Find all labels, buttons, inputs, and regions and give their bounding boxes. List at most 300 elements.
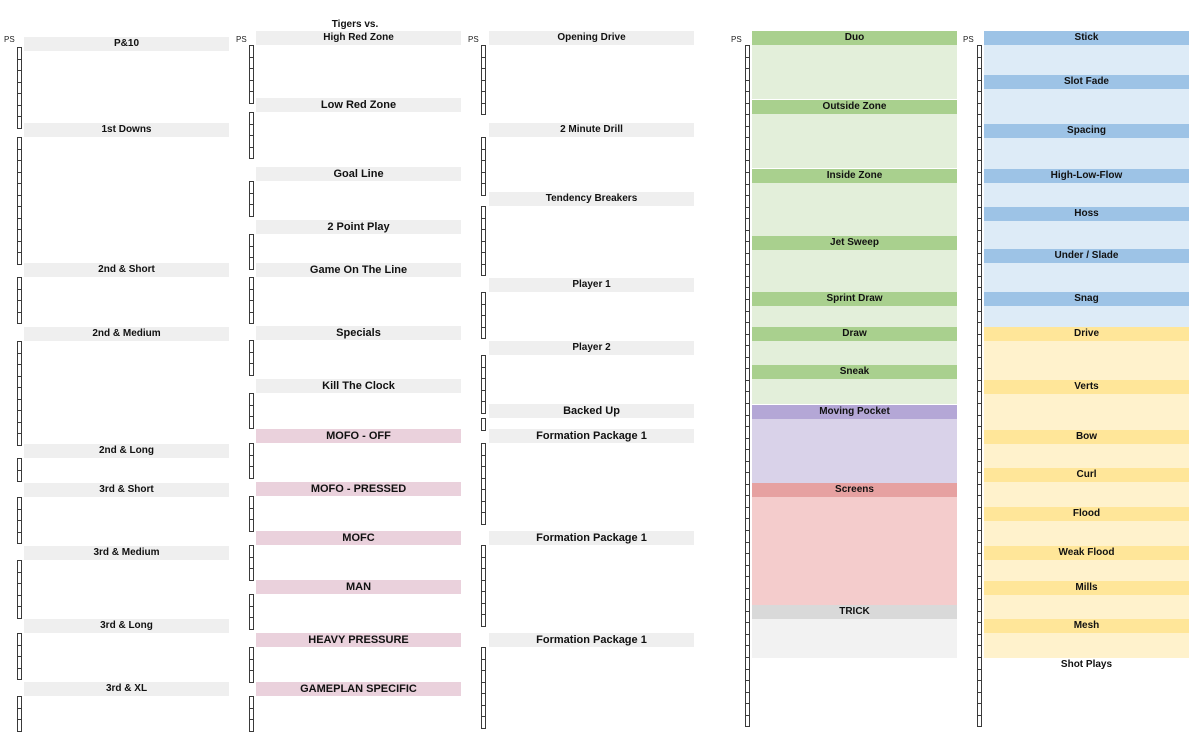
ps-box[interactable]: [978, 288, 981, 300]
ps-box[interactable]: [250, 313, 253, 325]
ps-box[interactable]: [746, 693, 749, 705]
ps-box[interactable]: [482, 58, 485, 70]
ps-label: PS: [468, 35, 479, 44]
ps-box[interactable]: [746, 462, 749, 474]
section-body: [984, 221, 1189, 249]
ps-box[interactable]: [746, 589, 749, 601]
section-header: GAMEPLAN SPECIFIC: [256, 682, 461, 696]
ps-box[interactable]: [978, 381, 981, 393]
ps-box[interactable]: [978, 242, 981, 254]
ps-box[interactable]: [482, 671, 485, 683]
ps-box[interactable]: [978, 496, 981, 508]
ps-box[interactable]: [746, 670, 749, 682]
ps-box[interactable]: [978, 519, 981, 531]
ps-box[interactable]: [746, 439, 749, 451]
ps-box[interactable]: [746, 600, 749, 612]
ps-box[interactable]: [250, 290, 253, 302]
ps-box[interactable]: [482, 546, 485, 558]
ps-box[interactable]: [978, 693, 981, 705]
ps-box[interactable]: [482, 648, 485, 660]
ps-box[interactable]: [978, 681, 981, 693]
ps-box[interactable]: [978, 646, 981, 658]
ps-box[interactable]: [746, 335, 749, 347]
ps-box[interactable]: [18, 533, 21, 545]
ps-box[interactable]: [482, 356, 485, 368]
ps-box[interactable]: [18, 471, 21, 483]
ps-box[interactable]: [482, 479, 485, 491]
ps-box[interactable]: [250, 194, 253, 206]
ps-box[interactable]: [746, 115, 749, 127]
ps-box[interactable]: [250, 125, 253, 137]
ps-box[interactable]: [482, 316, 485, 328]
ps-box[interactable]: [978, 104, 981, 116]
ps-box[interactable]: [746, 150, 749, 162]
ps-box[interactable]: [250, 456, 253, 468]
ps-box[interactable]: [482, 592, 485, 604]
ps-box[interactable]: [746, 81, 749, 93]
ps-box-strip: [481, 292, 486, 339]
ps-box[interactable]: [250, 546, 253, 558]
ps-box[interactable]: [746, 392, 749, 404]
ps-box[interactable]: [482, 184, 485, 196]
ps-box[interactable]: [18, 400, 21, 412]
ps-box[interactable]: [978, 312, 981, 324]
ps-box[interactable]: [746, 623, 749, 635]
ps-box[interactable]: [978, 196, 981, 208]
ps-box[interactable]: [250, 607, 253, 619]
ps-box[interactable]: [978, 138, 981, 150]
ps-box[interactable]: [978, 127, 981, 139]
ps-box[interactable]: [978, 185, 981, 197]
section-header: 3rd & Short: [24, 483, 229, 497]
ps-box-strip: [249, 443, 254, 479]
section-header: 2nd & Long: [24, 444, 229, 458]
ps-box[interactable]: [250, 92, 253, 104]
ps-box[interactable]: [18, 561, 21, 573]
ps-box[interactable]: [978, 69, 981, 81]
ps-box-strip: [17, 341, 22, 446]
ps-box[interactable]: [482, 230, 485, 242]
ps-box-strip: [481, 647, 486, 729]
section-header: Bow: [984, 430, 1189, 444]
ps-box[interactable]: [978, 704, 981, 716]
ps-box[interactable]: [978, 323, 981, 335]
ps-box[interactable]: [482, 368, 485, 380]
ps-box[interactable]: [250, 618, 253, 630]
ps-box[interactable]: [18, 242, 21, 254]
ps-box[interactable]: [18, 94, 21, 106]
section-body: [752, 341, 957, 365]
ps-box[interactable]: [978, 416, 981, 428]
ps-box[interactable]: [978, 612, 981, 624]
ps-box[interactable]: [18, 709, 21, 721]
section-header: Kill The Clock: [256, 379, 461, 393]
ps-box[interactable]: [746, 658, 749, 670]
ps-box[interactable]: [978, 670, 981, 682]
ps-box-strip: [481, 545, 486, 627]
section-header: Goal Line: [256, 167, 461, 181]
ps-box[interactable]: [18, 697, 21, 709]
section-header: Curl: [984, 468, 1189, 482]
ps-box[interactable]: [746, 496, 749, 508]
ps-box[interactable]: [250, 467, 253, 479]
ps-box[interactable]: [18, 83, 21, 95]
ps-box[interactable]: [746, 138, 749, 150]
ps-box[interactable]: [18, 510, 21, 522]
ps-box[interactable]: [482, 604, 485, 616]
ps-box[interactable]: [18, 290, 21, 302]
ps-box[interactable]: [250, 341, 253, 353]
ps-box[interactable]: [18, 161, 21, 173]
ps-box[interactable]: [482, 293, 485, 305]
ps-box[interactable]: [482, 92, 485, 104]
ps-box[interactable]: [250, 69, 253, 81]
section-header: MOFO - OFF: [256, 429, 461, 443]
ps-box[interactable]: [250, 671, 253, 683]
ps-box[interactable]: [746, 519, 749, 531]
ps-box[interactable]: [18, 207, 21, 219]
ps-box[interactable]: [746, 196, 749, 208]
ps-box[interactable]: [482, 706, 485, 718]
ps-label: PS: [236, 35, 247, 44]
ps-box[interactable]: [18, 48, 21, 60]
ps-box[interactable]: [482, 104, 485, 116]
ps-box[interactable]: [18, 607, 21, 619]
ps-box[interactable]: [250, 520, 253, 532]
ps-box[interactable]: [250, 720, 253, 732]
ps-box[interactable]: [746, 716, 749, 728]
ps-box[interactable]: [250, 136, 253, 148]
ps-box[interactable]: [978, 404, 981, 416]
ps-box[interactable]: [18, 278, 21, 290]
ps-box[interactable]: [746, 404, 749, 416]
ps-box[interactable]: [978, 208, 981, 220]
ps-box[interactable]: [18, 71, 21, 83]
ps-box[interactable]: [746, 416, 749, 428]
ps-box[interactable]: [978, 231, 981, 243]
ps-box[interactable]: [978, 300, 981, 312]
ps-box[interactable]: [250, 113, 253, 125]
ps-box[interactable]: [978, 589, 981, 601]
ps-box[interactable]: [18, 459, 21, 471]
ps-box[interactable]: [978, 508, 981, 520]
ps-box[interactable]: [18, 184, 21, 196]
ps-box[interactable]: [18, 634, 21, 646]
ps-box[interactable]: [746, 635, 749, 647]
ps-box[interactable]: [18, 230, 21, 242]
ps-box[interactable]: [482, 694, 485, 706]
ps-box[interactable]: [746, 612, 749, 624]
ps-box[interactable]: [250, 148, 253, 160]
ps-box[interactable]: [746, 219, 749, 231]
ps-box[interactable]: [250, 182, 253, 194]
ps-box[interactable]: [482, 502, 485, 514]
ps-box[interactable]: [250, 569, 253, 581]
ps-box[interactable]: [746, 161, 749, 173]
ps-box[interactable]: [746, 288, 749, 300]
ps-box[interactable]: [978, 92, 981, 104]
ps-box[interactable]: [250, 709, 253, 721]
ps-box[interactable]: [978, 81, 981, 93]
ps-box[interactable]: [18, 219, 21, 231]
section-header: 3rd & Long: [24, 619, 229, 633]
ps-box[interactable]: [978, 150, 981, 162]
ps-box[interactable]: [250, 660, 253, 672]
ps-box[interactable]: [250, 81, 253, 93]
ps-box[interactable]: [746, 277, 749, 289]
ps-box[interactable]: [746, 265, 749, 277]
ps-box-strip: [249, 594, 254, 630]
ps-box[interactable]: [746, 92, 749, 104]
ps-box-strip: [17, 633, 22, 680]
ps-box[interactable]: [482, 456, 485, 468]
ps-box[interactable]: [18, 196, 21, 208]
ps-box[interactable]: [18, 411, 21, 423]
ps-box[interactable]: [250, 417, 253, 429]
ps-box[interactable]: [250, 497, 253, 509]
ps-box[interactable]: [978, 46, 981, 58]
ps-box[interactable]: [482, 558, 485, 570]
ps-box[interactable]: [18, 253, 21, 265]
section-body: [984, 482, 1189, 507]
ps-box[interactable]: [482, 717, 485, 729]
ps-box[interactable]: [978, 450, 981, 462]
ps-box[interactable]: [482, 490, 485, 502]
ps-box[interactable]: [978, 716, 981, 728]
ps-box[interactable]: [18, 342, 21, 354]
ps-box[interactable]: [746, 208, 749, 220]
ps-box[interactable]: [18, 573, 21, 585]
ps-box-strip: [249, 340, 254, 376]
ps-box[interactable]: [482, 569, 485, 581]
ps-box[interactable]: [18, 173, 21, 185]
ps-box[interactable]: [978, 554, 981, 566]
ps-box[interactable]: [250, 697, 253, 709]
section-body: [984, 633, 1189, 658]
ps-box[interactable]: [978, 219, 981, 231]
ps-box[interactable]: [746, 508, 749, 520]
ps-box[interactable]: [978, 462, 981, 474]
ps-box[interactable]: [746, 58, 749, 70]
ps-box[interactable]: [746, 577, 749, 589]
ps-box[interactable]: [482, 69, 485, 81]
ps-box[interactable]: [482, 615, 485, 627]
ps-box-strip: [17, 560, 22, 619]
ps-box[interactable]: [482, 173, 485, 185]
ps-box[interactable]: [978, 173, 981, 185]
ps-box[interactable]: [746, 554, 749, 566]
ps-box[interactable]: [18, 669, 21, 681]
ps-box[interactable]: [18, 106, 21, 118]
ps-box[interactable]: [482, 207, 485, 219]
ps-box[interactable]: [250, 364, 253, 376]
ps-box[interactable]: [746, 242, 749, 254]
ps-box[interactable]: [250, 509, 253, 521]
ps-box[interactable]: [746, 323, 749, 335]
ps-box[interactable]: [18, 388, 21, 400]
ps-box[interactable]: [482, 660, 485, 672]
ps-box[interactable]: [18, 313, 21, 325]
ps-box[interactable]: [482, 419, 485, 431]
ps-box[interactable]: [482, 513, 485, 525]
ps-box[interactable]: [978, 369, 981, 381]
ps-box[interactable]: [978, 58, 981, 70]
ps-box-strip: [481, 418, 486, 431]
ps-box[interactable]: [978, 346, 981, 358]
ps-box[interactable]: [978, 439, 981, 451]
ps-box[interactable]: [18, 423, 21, 435]
ps-box[interactable]: [250, 247, 253, 259]
ps-box[interactable]: [746, 300, 749, 312]
ps-box[interactable]: [746, 485, 749, 497]
ps-box[interactable]: [746, 681, 749, 693]
ps-box-strip: [745, 45, 750, 727]
ps-box[interactable]: [250, 258, 253, 270]
ps-box[interactable]: [482, 219, 485, 231]
ps-box[interactable]: [18, 60, 21, 72]
section-body: [984, 595, 1189, 619]
ps-box[interactable]: [978, 485, 981, 497]
ps-box[interactable]: [18, 657, 21, 669]
ps-box[interactable]: [18, 365, 21, 377]
ps-box[interactable]: [978, 531, 981, 543]
ps-box[interactable]: [978, 265, 981, 277]
ps-box[interactable]: [978, 254, 981, 266]
ps-box[interactable]: [250, 205, 253, 217]
ps-box[interactable]: [746, 473, 749, 485]
ps-box[interactable]: [250, 394, 253, 406]
ps-box[interactable]: [978, 392, 981, 404]
ps-box[interactable]: [746, 69, 749, 81]
ps-box[interactable]: [482, 444, 485, 456]
ps-box[interactable]: [18, 138, 21, 150]
ps-box[interactable]: [482, 328, 485, 340]
ps-box[interactable]: [746, 704, 749, 716]
ps-box[interactable]: [482, 242, 485, 254]
ps-box[interactable]: [18, 301, 21, 313]
section-body: [984, 306, 1189, 327]
section-header: 2nd & Short: [24, 263, 229, 277]
ps-box[interactable]: [978, 623, 981, 635]
ps-box[interactable]: [482, 391, 485, 403]
ps-box[interactable]: [250, 278, 253, 290]
ps-box[interactable]: [482, 581, 485, 593]
ps-box[interactable]: [250, 406, 253, 418]
ps-box[interactable]: [18, 498, 21, 510]
ps-box[interactable]: [250, 648, 253, 660]
ps-box[interactable]: [250, 235, 253, 247]
section-body: [752, 379, 957, 404]
ps-box[interactable]: [250, 46, 253, 58]
ps-box[interactable]: [250, 58, 253, 70]
ps-box[interactable]: [18, 150, 21, 162]
section-header: 3rd & Medium: [24, 546, 229, 560]
ps-box[interactable]: [250, 301, 253, 313]
ps-box[interactable]: [746, 231, 749, 243]
section-body: [984, 521, 1189, 546]
ps-box-strip: [481, 206, 486, 276]
ps-box[interactable]: [978, 577, 981, 589]
ps-box[interactable]: [250, 595, 253, 607]
ps-box[interactable]: [250, 444, 253, 456]
ps-box[interactable]: [746, 450, 749, 462]
ps-box[interactable]: [482, 402, 485, 414]
ps-box[interactable]: [978, 115, 981, 127]
ps-box[interactable]: [482, 683, 485, 695]
section-header: Low Red Zone: [256, 98, 461, 112]
ps-box[interactable]: [978, 635, 981, 647]
ps-box[interactable]: [978, 277, 981, 289]
section-header: Outside Zone: [752, 100, 957, 114]
ps-box[interactable]: [746, 312, 749, 324]
ps-box[interactable]: [746, 358, 749, 370]
ps-box[interactable]: [746, 543, 749, 555]
ps-box[interactable]: [482, 150, 485, 162]
ps-box[interactable]: [250, 353, 253, 365]
ps-box[interactable]: [746, 381, 749, 393]
ps-box[interactable]: [482, 265, 485, 277]
ps-box[interactable]: [978, 161, 981, 173]
ps-box[interactable]: [746, 646, 749, 658]
section-header: High-Low-Flow: [984, 169, 1189, 183]
ps-box[interactable]: [746, 427, 749, 439]
ps-box-strip: [17, 696, 22, 732]
ps-box[interactable]: [978, 658, 981, 670]
ps-box[interactable]: [746, 346, 749, 358]
ps-box[interactable]: [978, 335, 981, 347]
ps-box[interactable]: [978, 566, 981, 578]
ps-box[interactable]: [18, 646, 21, 658]
ps-box[interactable]: [978, 473, 981, 485]
ps-box[interactable]: [18, 720, 21, 732]
ps-box[interactable]: [482, 138, 485, 150]
ps-box[interactable]: [746, 566, 749, 578]
ps-box[interactable]: [18, 521, 21, 533]
ps-box-strip: [977, 45, 982, 727]
ps-box-strip: [249, 277, 254, 324]
ps-box-strip: [481, 355, 486, 414]
ps-box-strip: [481, 45, 486, 115]
ps-box[interactable]: [746, 185, 749, 197]
ps-box[interactable]: [746, 531, 749, 543]
ps-box[interactable]: [482, 467, 485, 479]
ps-box[interactable]: [746, 46, 749, 58]
ps-box[interactable]: [978, 358, 981, 370]
ps-box[interactable]: [482, 305, 485, 317]
ps-box[interactable]: [18, 377, 21, 389]
ps-box[interactable]: [18, 117, 21, 129]
ps-box[interactable]: [18, 584, 21, 596]
ps-box[interactable]: [746, 254, 749, 266]
ps-box[interactable]: [18, 434, 21, 446]
ps-box[interactable]: [482, 161, 485, 173]
ps-box[interactable]: [978, 427, 981, 439]
ps-box[interactable]: [746, 127, 749, 139]
ps-box[interactable]: [482, 46, 485, 58]
section-header: 2 Point Play: [256, 220, 461, 234]
ps-box[interactable]: [482, 253, 485, 265]
ps-box[interactable]: [746, 104, 749, 116]
ps-box[interactable]: [18, 354, 21, 366]
ps-box[interactable]: [978, 600, 981, 612]
ps-box[interactable]: [18, 596, 21, 608]
ps-box[interactable]: [482, 379, 485, 391]
ps-box[interactable]: [250, 558, 253, 570]
ps-box[interactable]: [746, 369, 749, 381]
ps-box[interactable]: [482, 81, 485, 93]
ps-box[interactable]: [978, 543, 981, 555]
ps-box[interactable]: [746, 173, 749, 185]
